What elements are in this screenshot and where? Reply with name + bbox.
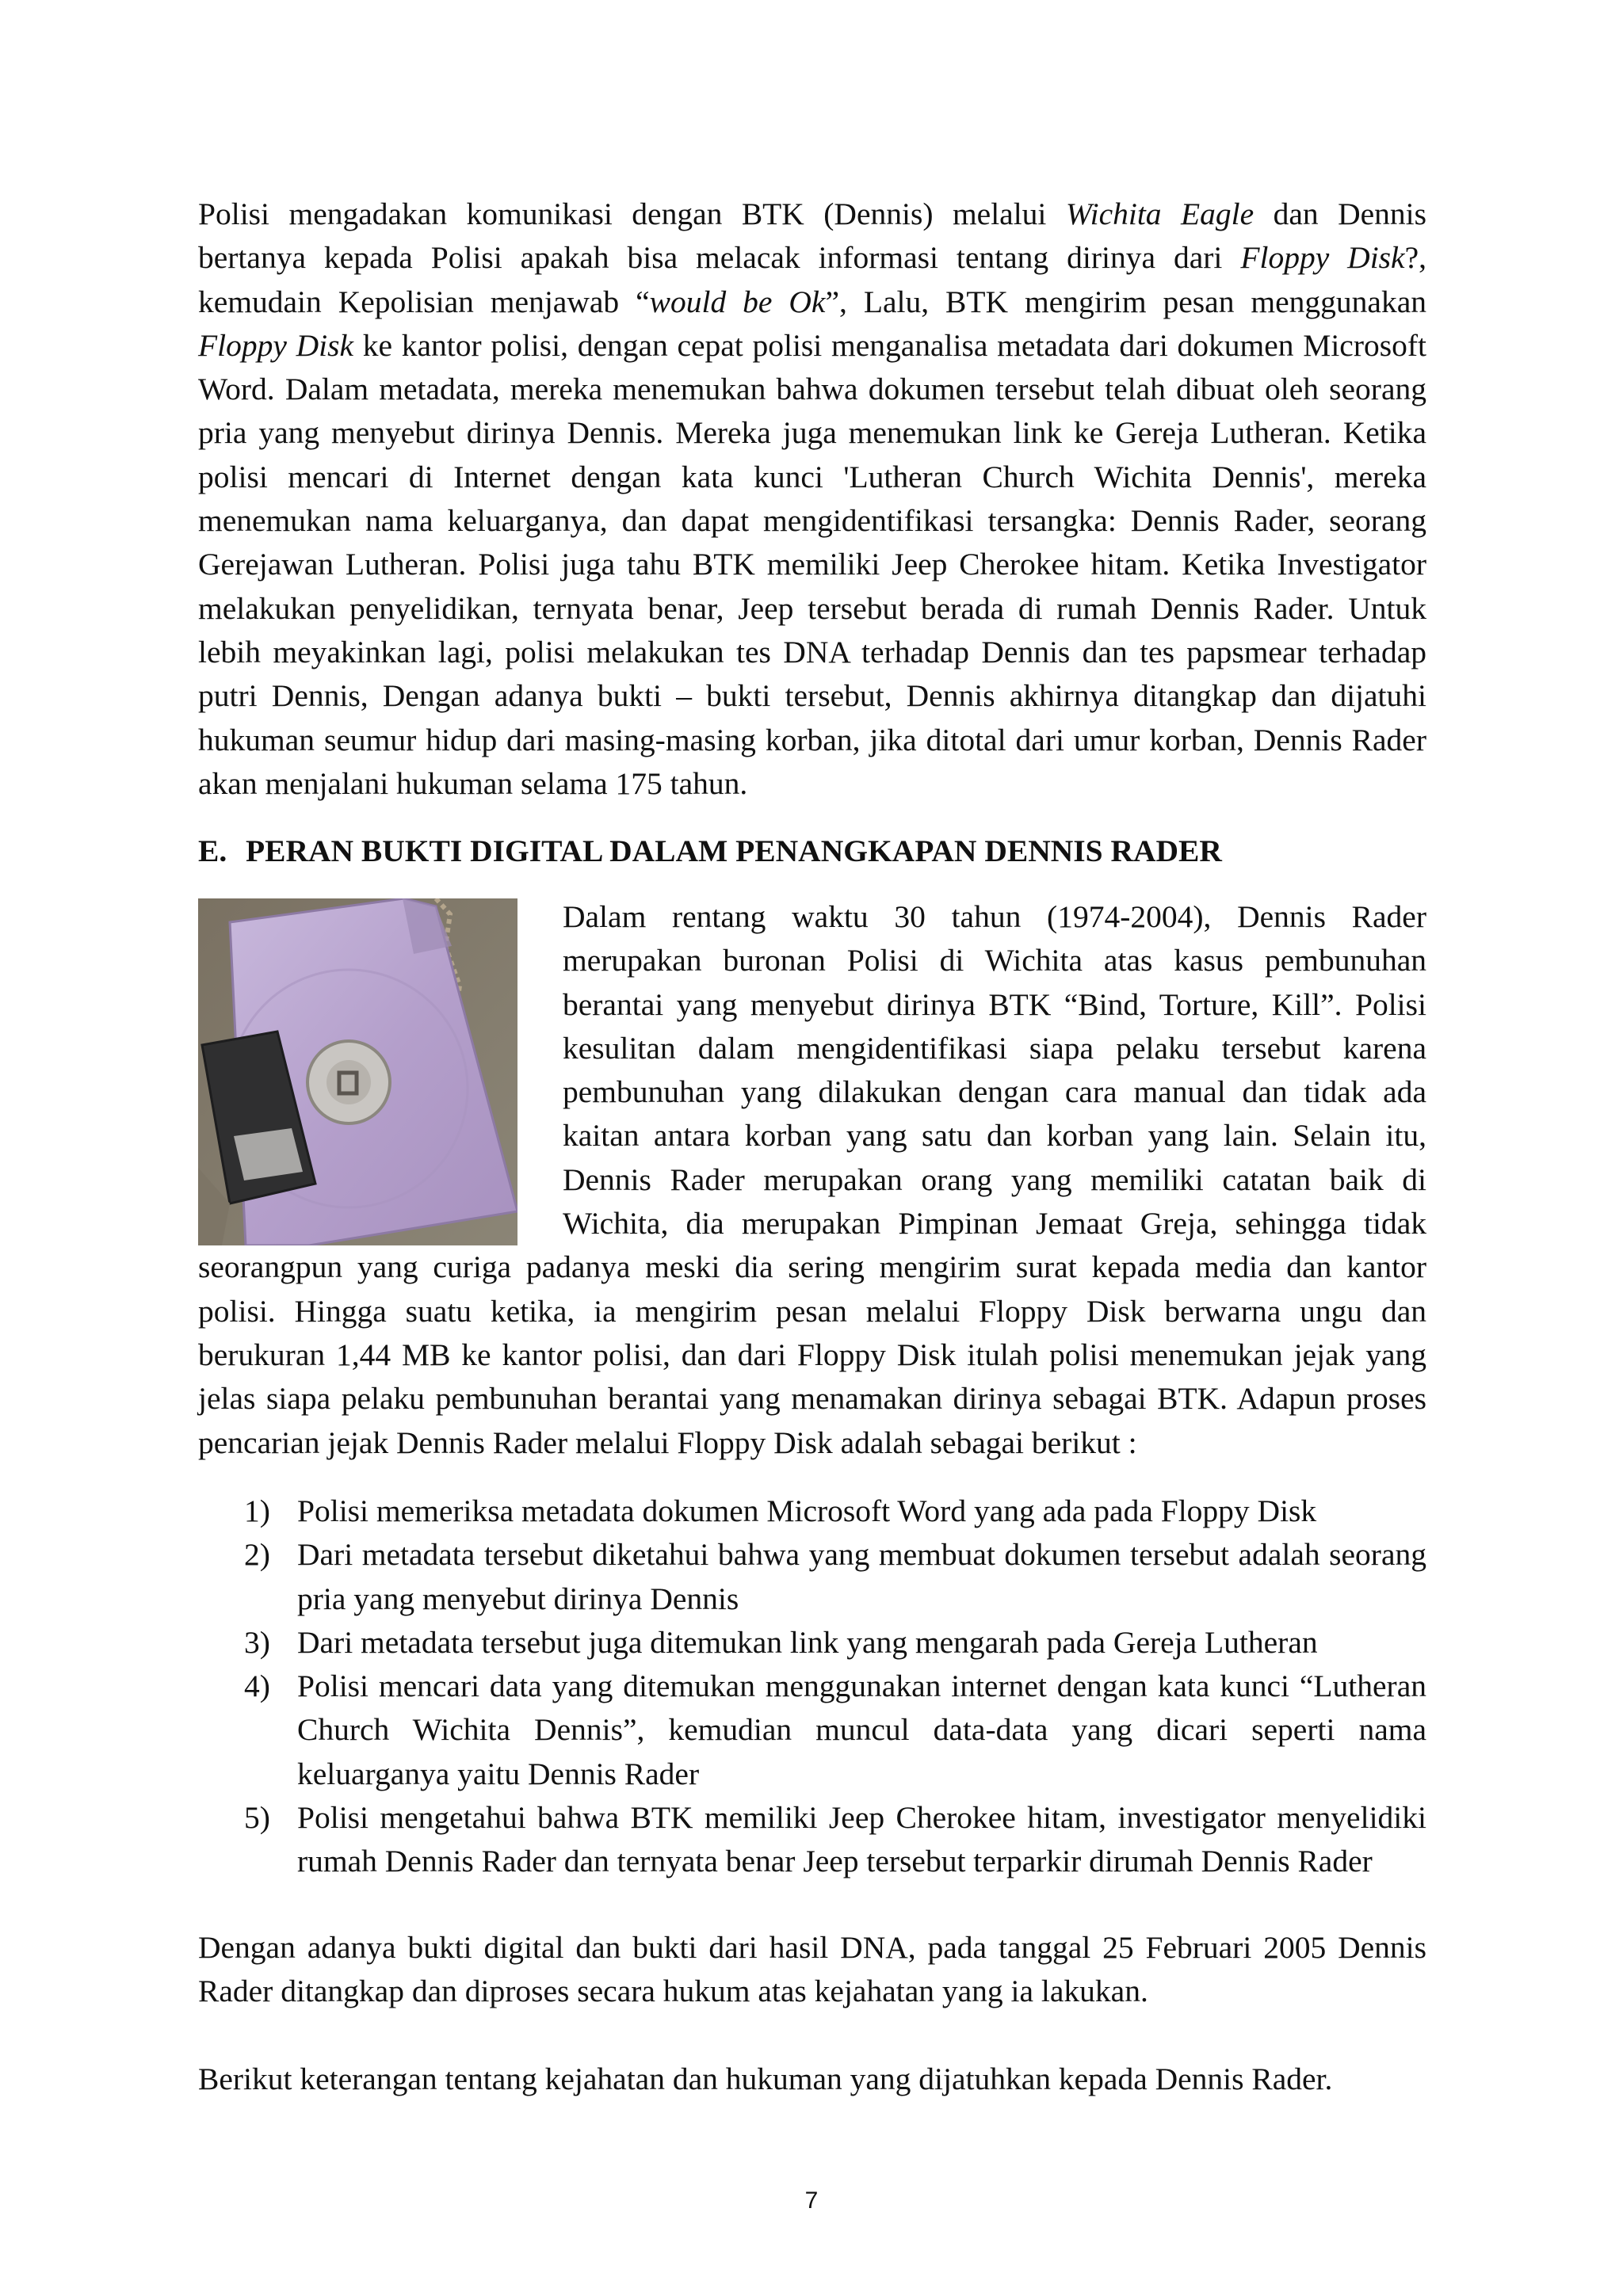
section-body-text: Dalam rentang waktu 30 tahun (1974-2004), Dennis Rader merupakan buronan Polisi di Wichita atas kasus pembunuhan berantai yang menyebut dirinya BTK “Bind, Torture, Kill”. Polisi kesulitan dalam mengidentifikasi siapa pelaku tersebut karena pembunuhan yang dilakukan dengan cara manual dan tidak ada kaitan antara korban yang satu dan korban yang lain. Selain itu, Dennis Rader merupakan orang yang memiliki catatan baik di Wichita, dia merupakan Pimpinan Jemaat Greja, sehingga tidak seorangpun yang curiga padanya meski dia sering mengirim surat kepada media dan kantor polisi. Hingga suatu ketika, ia mengirim pesan melalui Floppy Disk berwarna ungu dan berukuran 1,44 MB ke kantor polisi, dan dari Floppy Disk itulah polisi menemukan jejak yang jelas siapa pelaku pembunuhan berantai yang menamakan dirinya sebagai BTK. Adapun proses pencarian jejak Dennis Rader melalui Floppy Disk adalah sebagai berikut : [198,899,1426,1460]
list-item [198,1621,1426,1665]
list-item-text: Polisi memeriksa metadata dokumen Microsoft Word yang ada pada Floppy Disk [297,1493,1317,1528]
italic-text-floppy-disk: Floppy Disk [1240,240,1405,276]
text-run: ”, Lalu, BTK mengirim pesan menggunakan [825,284,1426,319]
list-item-text: Dari metadata tersebut diketahui bahwa yang membuat dokumen tersebut adalah seorang pria yang menyebut dirinya Dennis [297,1537,1426,1616]
italic-text-wichita-eagle: Wichita Eagle [1065,196,1254,231]
text-run: ke kantor polisi, dengan cepat polisi menganalisa metadata dari dokumen Microsoft Word. Dalam metadata, mereka menemukan bahwa dokumen tersebut telah dibuat oleh seorang pria yang menyebut dirinya Dennis. Mereka juga menemukan link ke Gereja Lutheran. Ketika polisi mencari di Internet dengan kata kunci 'Lutheran Church Wichita Dennis', mereka menemukan nama keluarganya, dan dapat mengidentifikasi tersangka: Dennis Rader, seorang Gerejawan Lutheran. Polisi juga tahu BTK memiliki Jeep Cherokee hitam. Ketika Investigator melakukan penyelidikan, ternyata benar, Jeep tersebut berada di rumah Dennis Rader. Untuk lebih meyakinkan lagi, polisi melakukan tes DNA terhadap Dennis dan tes papsmear terhadap putri Dennis, Dengan adanya bukti – bukti tersebut, Dennis akhirnya ditangkap dan dijatuhi hukuman seumur hidup dari masing-masing korban, jika ditotal dari umur korban, Dennis Rader akan menjalani hukuman selama 175 tahun. [198,327,1426,801]
list-item-number: 1) [244,1493,270,1528]
purple-floppy-disk-icon [198,898,517,1245]
floppy-disk-photo [198,898,517,1245]
text-run: Polisi mengadakan komunikasi dengan BTK (Dennis) melalui [198,196,1066,231]
closing-paragraph: Dengan adanya bukti digital dan bukti dari hasil DNA, pada tanggal 25 Februari 2005 Dennis Rader ditangkap dan diproses secara hukum atas kejahatan yang ia lakukan. [198,1930,1426,2009]
list-item [198,1489,1426,1533]
italic-text-would-be-ok: would be Ok [649,284,826,319]
final-paragraph: Berikut keterangan tentang kejahatan dan hukuman yang dijatuhkan kepada Dennis Rader. [198,2061,1333,2096]
section-letter: E. [198,833,227,868]
page-number: 7 [804,2187,819,2214]
italic-text-floppy-disk: Floppy Disk [198,327,353,363]
investigation-steps-list [198,1489,1426,1884]
list-item [198,1533,1426,1621]
list-item [198,1665,1426,1796]
list-item-number: 3) [244,1624,270,1660]
section-title: PERAN BUKTI DIGITAL DALAM PENANGKAPAN DENNIS RADER [246,833,1222,868]
list-item-text: Polisi mengetahui bahwa BTK memiliki Jeep Cherokee hitam, investigator menyelidiki rumah Dennis Rader dan ternyata benar Jeep tersebut terparkir dirumah Dennis Rader [297,1800,1426,1879]
list-item [198,1796,1426,1884]
paragraph-btk-communication [198,193,1426,806]
list-item-number: 4) [244,1669,270,1704]
text-run: ?, kemudain Kepolisian menjawab “ [198,240,1427,319]
section-body [198,895,1426,1465]
document-page [198,0,1426,2296]
section-heading [198,830,1426,873]
list-item-number: 5) [244,1800,270,1836]
list-item-text: Polisi mencari data yang ditemukan menggunakan internet dengan kata kunci “Lutheran Church Wichita Dennis”, kemudian muncul data-data yang dicari seperti nama keluarganya yaitu Dennis Rader [297,1669,1426,1791]
text-run: dan Dennis bertanya kepada Polisi apakah bisa melacak informasi tentang dirinya dari [198,196,1427,276]
list-item-text: Dari metadata tersebut juga ditemukan link yang mengarah pada Gereja Lutheran [297,1624,1318,1660]
list-item-number: 2) [244,1537,270,1573]
